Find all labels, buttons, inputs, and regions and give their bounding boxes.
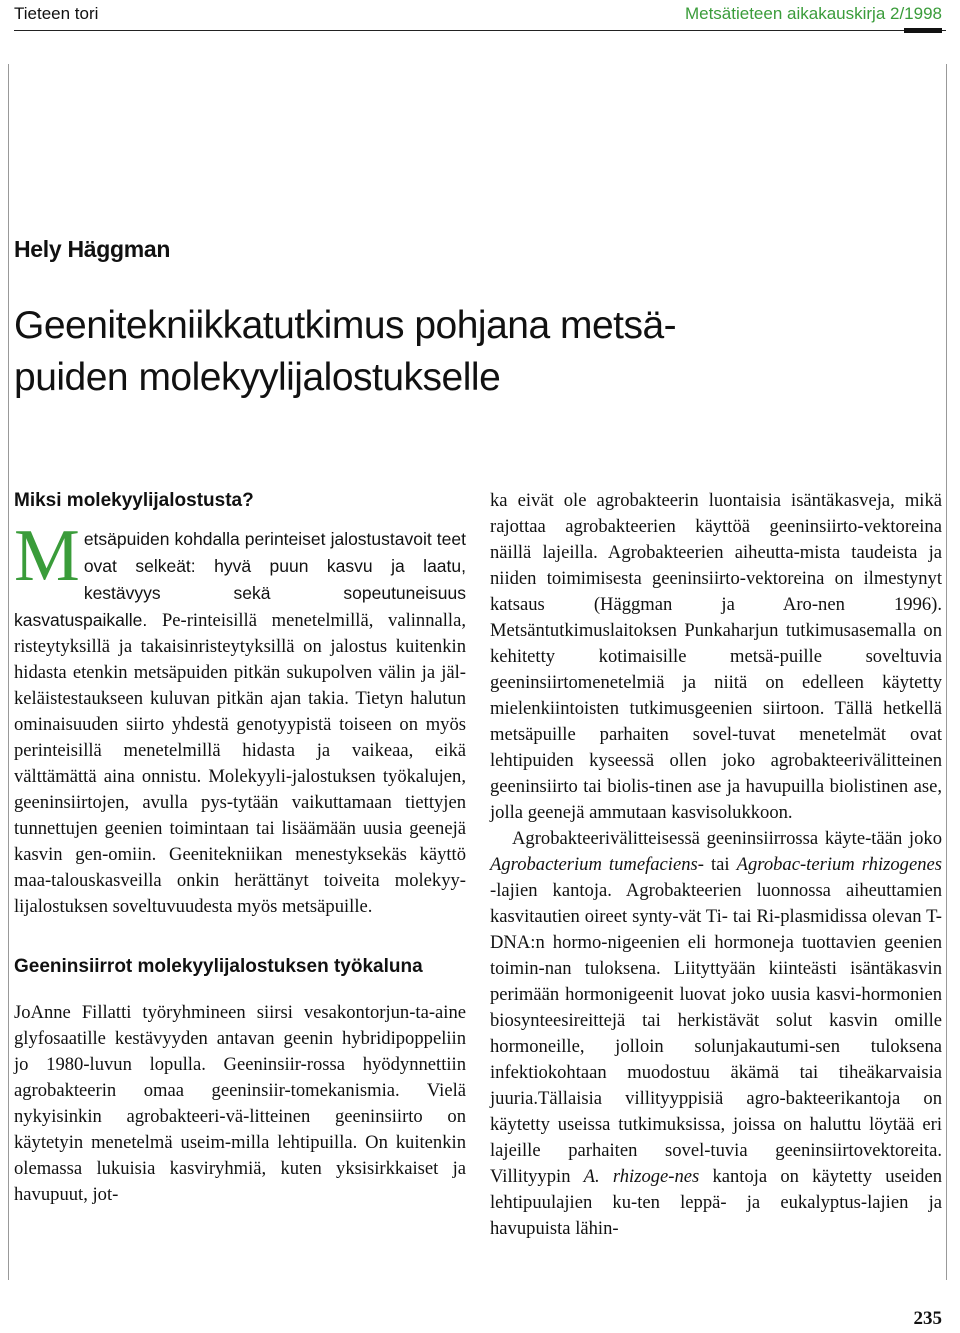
- species-name: Agrobacterium tumefaciens-: [490, 854, 704, 875]
- drop-cap: M: [14, 515, 80, 597]
- species-name: Agrobac-terium rhizogenes: [736, 854, 942, 875]
- left-margin-rule: [8, 64, 9, 1280]
- right-column: [490, 488, 942, 1242]
- author-name: Hely Häggman: [14, 236, 171, 262]
- species-name: A. rhizoge-nes: [583, 1166, 700, 1187]
- paragraph-continuation: ka eivät ole agrobakteerin luontaisia isäntäkasveja, mikä rajottaa agrobakteerien käyttöä geeninsiirto-vektoreina näillä lajeilla. Agrobakteerien aiheutta-mista taudeista ja niiden toimimisesta geeninsiirto-vektoreina on ilmestynyt katsaus (Häggman ja Aro-nen 1996). Metsäntutkimuslaitoksen Punkaharjun tutkimusasemalla on kehitetty kotimaisille metsä-puille soveltuvia geeninsiirtomenetelmiä ja niitä on edelleen käytetty mielenkiintoisten tutkimusgeenien siirtoon. Tällä hetkellä metsäpuille parhaiten sovel-tuvat menetelmät ovat lehtipuiden kyseessä ollen joko agrobakteerivälitteinen geeninsiirto tai biolis-tinen ase ja havupuilla biolistinen ase, jolla geenejä ammutaan kasvisolukkoon.: [490, 490, 942, 823]
- title-line-1: Geenitekniikkatutkimus pohjana metsä-: [14, 304, 677, 347]
- right-margin-rule: [946, 64, 947, 1280]
- intro-lead: etsäpuiden kohdalla perinteiset jalostustavoit teet ovat selkeät: hyvä puun kasvu ja laatu, kestävyys sekä sopeutuneisuus kasvatuspaikalle.: [14, 529, 466, 630]
- paragraph-agrobacterium: [490, 826, 942, 1242]
- running-header: [0, 0, 960, 34]
- paragraph-intro: [14, 515, 466, 920]
- page-number: 235: [913, 1308, 942, 1329]
- text-run: -lajien kantoja. Agrobakteerien luonnossa aiheuttamien kasvitautien oireet synty-vät Ti- tai Ri-plasmidissa olevan T-DNA:n hormo-nigeenien eli hormoneja tuottavien geenien toimin-nan tuloksena. Liityttyään kiinteästi isäntäkasvin perimään hormonigeenit luovat joko uusia kasvi-hormonien biosynteesireittejä tai herkistävät solut kasvin omille hormoneille, jolloin solunjakautumi-sen tuloksena infektiokohtaan muodostuu äkämä tai tiheäkarvaisia juuria.Tällaisia villityyppisiä agro-bakteerikantoja on käytetty useissa tutkimuksissa, joissa on haluttu löytää eri lajeille parhaiten sovel-tuvia geeninsiirtovektoreita. Villityypin: [490, 880, 942, 1187]
- section-heading-2: Geeninsiirrot molekyylijalostuksen työkaluna: [14, 956, 423, 977]
- text-run: Agrobakteerivälitteisessä geeninsiirrossa käyte-tään joko: [512, 828, 942, 849]
- title-line-2: puiden molekyylijalostukselle: [14, 356, 501, 399]
- header-rule: [14, 30, 946, 31]
- text-run: tai: [703, 854, 737, 875]
- article-title: [14, 300, 914, 404]
- section-label: Tieteen tori: [14, 4, 99, 23]
- header-bar: [904, 28, 942, 33]
- left-column: [14, 488, 466, 1208]
- text-run: kantoja on käytetty useiden lehtipuulajien ku-ten leppä- ja eukalyptus-lajien ja havupuista lähin-: [490, 1166, 942, 1239]
- paragraph-gene-transfer: JoAnne Fillatti työryhmineen siirsi vesakontorjun-ta-aine glyfosaatille kestävyyden antavan geenin hybridipoppeliin jo 1980-luvun lopulla. Geeninsiir-rossa hyödynnettiin agrobakteerin omaa geeninsiir-tomekanismia. Vielä nykyisinkin agrobakteeri-vä-litteinen geeninsiirto on käytetyin menetelmä useim-milla lehtipuilla. On kuitenkin olemassa lukuisia kasviryhmiä, kuten yksisirkkaiset ja havupuut, jot-: [14, 1002, 466, 1205]
- intro-body: Pe-rinteisillä menetelmillä, valinnalla, risteytyksillä ja takaisinristeytyksillä on jalostus kuitenkin hidasta etenkin metsäpuiden pitkän sukupolven välin ja jäl-keläistestaukseen kuluvan pitkän ajan takia. Tietyn halutun ominaisuuden siirto yhdestä genotyypistä toiseen on myös perinteisillä menetelmillä hidasta ja vaikeaa, eikä välttämättä aina onnistu. Molekyyli-jalostuksen työkalujen, geeninsiirtojen, avulla pys-tytään vaikuttamaan tiettyjen tunnettujen geenien toimintaan tai lisäämään uusia geenejä kasvin gen-omiin. Geenitekniikan menestyksekäs käyttö maa-talouskasveilla onkin herättänyt toiveita molekyy-lijalostuksen soveltuvuudesta myös metsäpuille.: [14, 610, 466, 917]
- section-heading-1: Miksi molekyylijalostusta?: [14, 490, 254, 511]
- journal-label: Metsätieteen aikakauskirja 2/1998: [684, 4, 942, 23]
